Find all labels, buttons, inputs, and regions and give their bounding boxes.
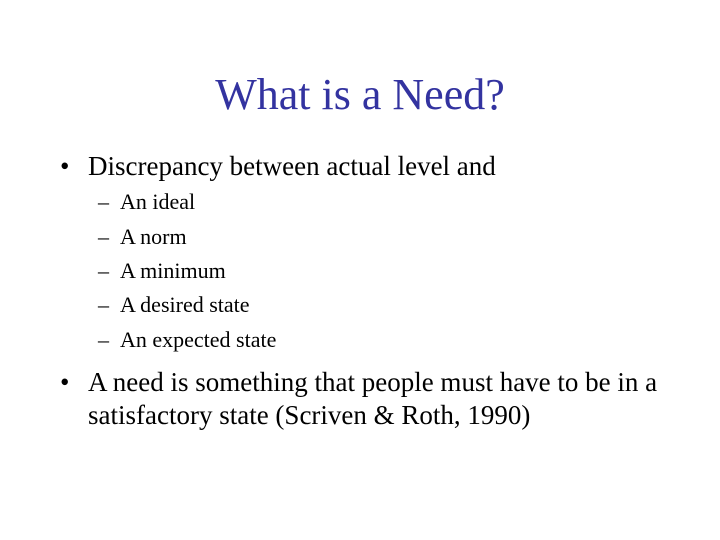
sub-item <box>98 224 498 250</box>
sub-marker: – <box>98 292 109 317</box>
sub-item <box>98 189 498 215</box>
bullet-text: A need is something that people must have to be in a satisfactory state (Scriven & Roth, 1990) <box>88 367 658 430</box>
bullet-text: Discrepancy between actual level and <box>88 151 496 181</box>
sub-item-text: A norm <box>120 224 187 249</box>
sub-item-text: An expected state <box>120 327 277 352</box>
sub-marker: – <box>98 258 109 283</box>
sub-item-text: A minimum <box>120 258 226 283</box>
sub-item-text: An ideal <box>120 189 196 214</box>
bullet-item <box>60 150 680 183</box>
slide-title: What is a Need? <box>215 70 505 119</box>
sub-item <box>98 258 498 284</box>
sub-item <box>98 327 498 353</box>
sub-marker: – <box>98 327 109 352</box>
sub-marker: – <box>98 189 109 214</box>
bullet-marker: • <box>60 151 70 181</box>
sub-marker: – <box>98 224 109 249</box>
sub-item-text: A desired state <box>120 292 250 317</box>
sub-item <box>98 292 498 318</box>
bullet-item <box>60 366 680 436</box>
bullet-marker: • <box>60 367 70 397</box>
